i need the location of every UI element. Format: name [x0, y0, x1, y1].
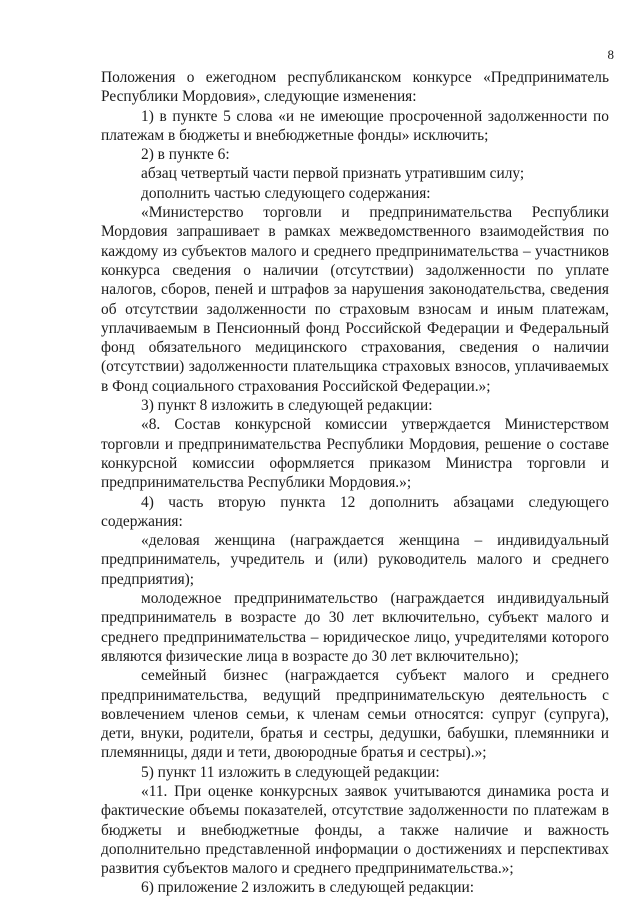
- document-body: [101, 68, 609, 898]
- paragraph: молодежное предпринимательство (награждается индивидуальный предприниматель в возрасте до 30 лет включительно, субъект малого и среднего предпринимательства – юридическое лицо, учредителями которого являются физические лица в возрасте до 30 лет включительно);: [101, 590, 609, 665]
- paragraph: 1) в пункте 5 слова «и не имеющие просроченной задолженности по платежам в бюджеты и внебюджетные фонды» исключить;: [101, 107, 609, 144]
- paragraph: абзац четвертый части первой признать утратившим силу;: [141, 165, 525, 183]
- paragraph: «11. При оценке конкурсных заявок учитываются динамика роста и фактические объемы показателей, отсутствие задолженности по платежам в бюджеты и внебюджетные фонды, а также наличие и важность дополнительно представленной информации о достижениях и перспективах развития субъектов малого и среднего предпринимательства.»;: [101, 782, 609, 878]
- paragraph: «8. Состав конкурсной комиссии утверждается Министерством торговли и предпринимательства Республики Мордовия, решение о составе конкурсной комиссии оформляется приказом Министра торговли и предпринимательства Республики Мордовия.»;: [101, 416, 609, 492]
- paragraph: 4) часть вторую пункта 12 дополнить абзацами следующего содержания:: [101, 493, 609, 530]
- paragraph: 2) в пункте 6:: [141, 146, 230, 164]
- paragraph: Положения о ежегодном республиканском конкурсе «Предприниматель Республики Мордовия», следующие изменения:: [101, 69, 609, 106]
- paragraph: 5) пункт 11 изложить в следующей редакции:: [141, 763, 440, 781]
- paragraph: «Министерство торговли и предпринимательства Республики Мордовия запрашивает в рамках межведомственного взаимодействия по каждому из субъектов малого и среднего предпринимательства – участников конкурса сведения о наличии (отсутствии) задолженности по уплате налогов, сборов, пеней и штрафов за нарушения законодательства, сведения об отсутствии задолженности по страховым взносам и иным платежам, уплачиваемым в Пенсионный фонд Российской Федерации и Федеральный фонд обязательного медицинского страхования, сведения о наличии (отсутствии) задолженности плательщика страховых взносов, уплачиваемых в Фонд социального страхования Российской Федерации.»;: [101, 204, 609, 395]
- paragraph: 3) пункт 8 изложить в следующей редакции:: [141, 397, 433, 415]
- paragraph: «деловая женщина (награждается женщина – индивидуальный предприниматель, учредитель и (или) руководитель малого и среднего предприятия);: [101, 532, 609, 588]
- paragraph: семейный бизнес (награждается субъект малого и среднего предпринимательства, ведущий предпринимательскую деятельность с вовлечением членов семьи, к членам семьи относятся: супруг (супруга), дети, внуки, родители, братья и сестры, дедушки, бабушки, племянники и племянницы, дяди и тети, двоюродные братья и сестры).»;: [101, 667, 609, 762]
- page-number: 8: [607, 47, 614, 62]
- paragraph: 6) приложение 2 изложить в следующей редакции:: [141, 879, 475, 897]
- paragraph: дополнить частью следующего содержания:: [141, 184, 431, 202]
